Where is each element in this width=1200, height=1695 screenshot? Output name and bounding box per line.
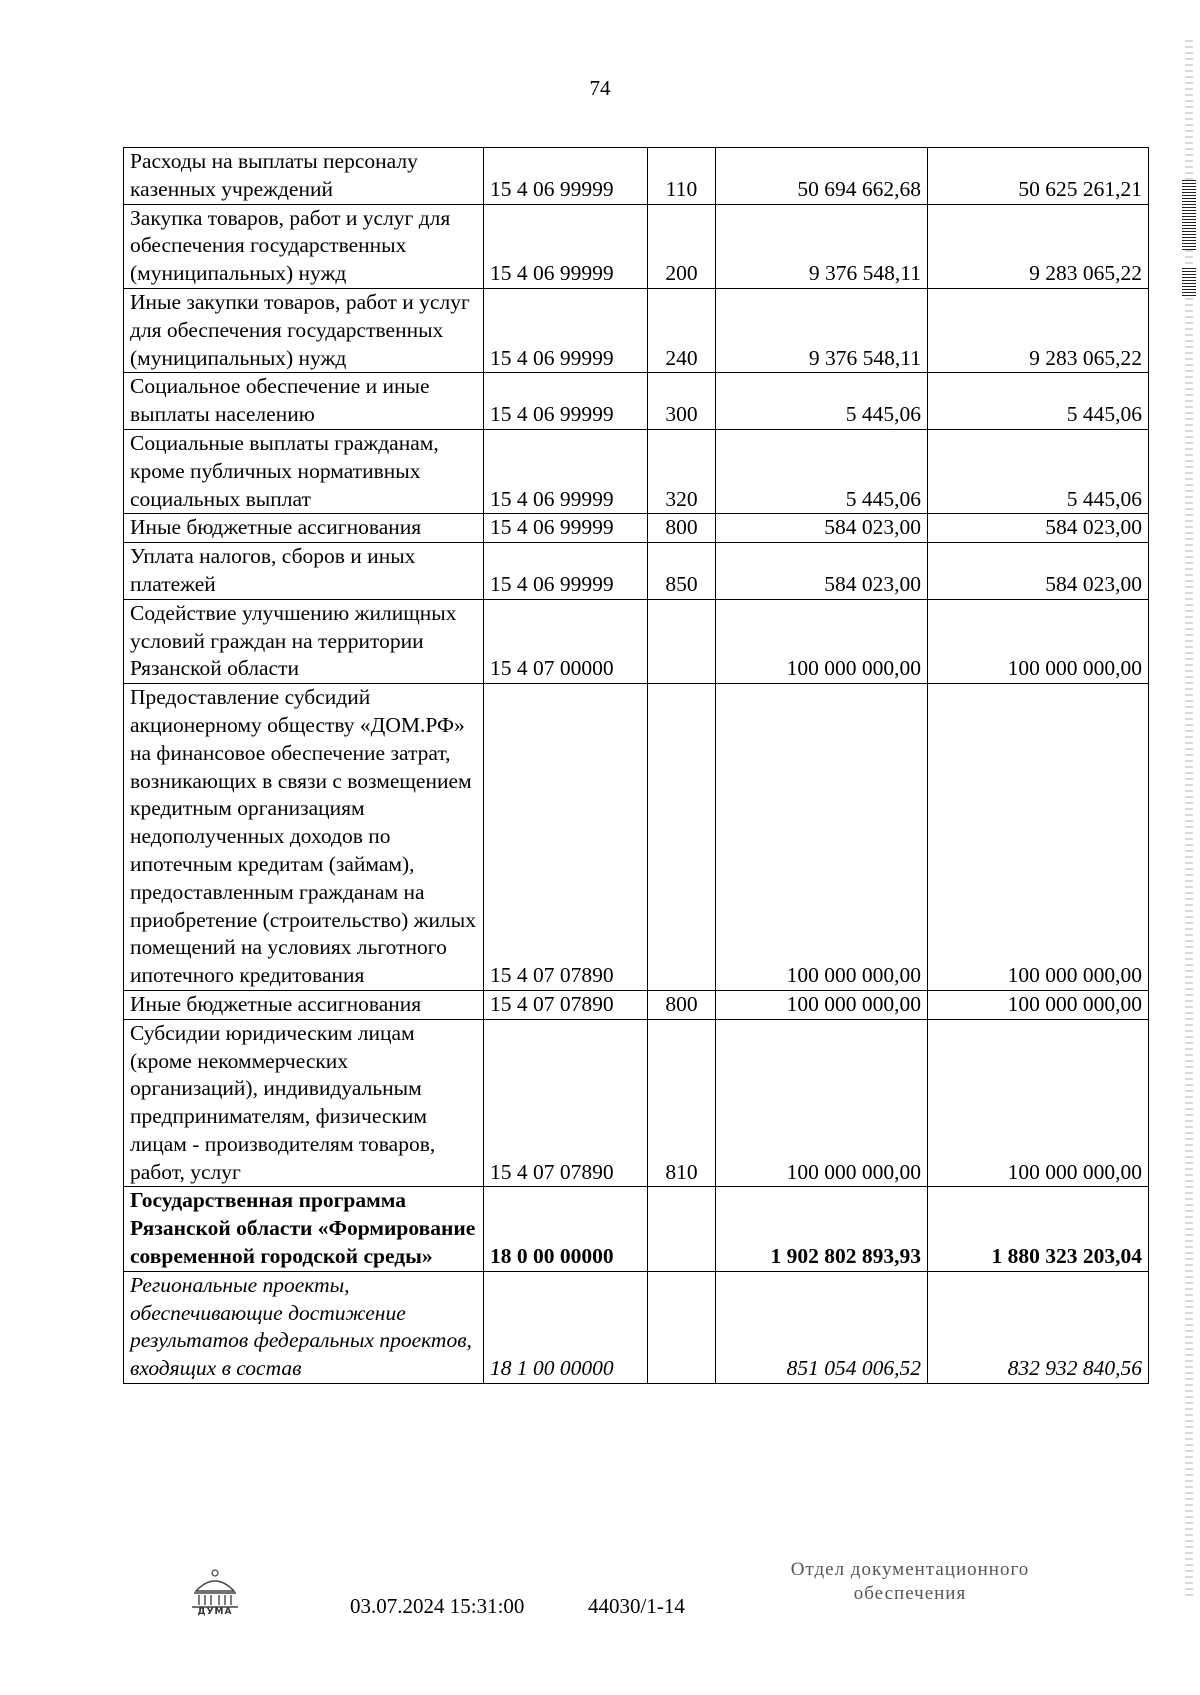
row-csr: 18 0 00 00000 (484, 1187, 648, 1271)
row-name: Расходы на выплаты персоналу казенных учреждений (124, 148, 484, 205)
row-csr: 15 4 07 07890 (484, 990, 648, 1019)
row-name: Иные закупки товаров, работ и услуг для обеспечения государственных (муниципальных) нужд (124, 288, 484, 372)
row-csr: 15 4 07 07890 (484, 1019, 648, 1187)
row-vr (648, 599, 716, 683)
row-vr: 320 (648, 429, 716, 513)
row-amount-1: 5 445,06 (716, 429, 928, 513)
row-csr: 15 4 06 99999 (484, 148, 648, 205)
row-amount-2: 100 000 000,00 (928, 990, 1149, 1019)
row-amount-1: 9 376 548,11 (716, 204, 928, 288)
row-csr: 15 4 06 99999 (484, 204, 648, 288)
row-csr: 15 4 06 99999 (484, 288, 648, 372)
row-name: Уплата налогов, сборов и иных платежей (124, 543, 484, 600)
logo-text: ДУМА (197, 1607, 233, 1617)
table-row-program (124, 1187, 1149, 1271)
budget-table (123, 147, 1149, 1384)
row-amount-1: 100 000 000,00 (716, 1019, 928, 1187)
row-csr: 15 4 06 99999 (484, 373, 648, 430)
table-row (124, 990, 1149, 1019)
row-vr: 240 (648, 288, 716, 372)
row-name: Социальные выплаты гражданам, кроме публичных нормативных социальных выплат (124, 429, 484, 513)
row-vr (648, 1271, 716, 1383)
row-amount-1: 100 000 000,00 (716, 684, 928, 991)
table-row (124, 514, 1149, 543)
row-name: Предоставление субсидий акционерному обществу «ДОМ.РФ» на финансовое обеспечение затрат, возникающих в связи с возмещением кредитным организациям недополученных доходов по ипотечным кредитам (займам), предоставленным гражданам на приобретение (строительство) жилых помещений на условиях льготного ипотечного кредитования (124, 684, 484, 991)
row-csr: 15 4 06 99999 (484, 543, 648, 600)
row-vr: 110 (648, 148, 716, 205)
row-amount-1: 1 902 802 893,93 (716, 1187, 928, 1271)
footer-timestamp: 03.07.2024 15:31:00 (350, 1594, 525, 1618)
duma-building-icon (186, 1567, 244, 1609)
row-csr: 15 4 07 07890 (484, 684, 648, 991)
row-vr (648, 684, 716, 991)
row-vr: 300 (648, 373, 716, 430)
row-name: Социальное обеспечение и иные выплаты населению (124, 373, 484, 430)
scan-barcode-mark (1182, 268, 1196, 296)
row-amount-2: 584 023,00 (928, 514, 1149, 543)
row-csr: 15 4 07 00000 (484, 599, 648, 683)
row-amount-2: 5 445,06 (928, 429, 1149, 513)
row-amount-1: 584 023,00 (716, 543, 928, 600)
table-row (124, 148, 1149, 205)
table-row (124, 288, 1149, 372)
row-amount-2: 584 023,00 (928, 543, 1149, 600)
row-name: Государственная программа Рязанской области «Формирование современной городской среды» (124, 1187, 484, 1271)
duma-logo (186, 1567, 244, 1627)
row-amount-2: 832 932 840,56 (928, 1271, 1149, 1383)
row-name: Субсидии юридическим лицам (кроме некоммерческих организаций), индивидуальным предпринимателям, физическим лицам - производителям товаров, работ, услуг (124, 1019, 484, 1187)
row-amount-2: 100 000 000,00 (928, 1019, 1149, 1187)
table-row (124, 373, 1149, 430)
row-csr: 15 4 06 99999 (484, 429, 648, 513)
row-amount-1: 100 000 000,00 (716, 990, 928, 1019)
table-row (124, 204, 1149, 288)
footer-doc-number: 44030/1-14 (588, 1594, 685, 1618)
row-amount-1: 50 694 662,68 (716, 148, 928, 205)
row-amount-2: 50 625 261,21 (928, 148, 1149, 205)
row-amount-2: 100 000 000,00 (928, 684, 1149, 991)
row-vr: 200 (648, 204, 716, 288)
table-row (124, 429, 1149, 513)
row-name: Содействие улучшению жилищных условий граждан на территории Рязанской области (124, 599, 484, 683)
row-csr: 15 4 06 99999 (484, 514, 648, 543)
row-amount-1: 9 376 548,11 (716, 288, 928, 372)
row-amount-2: 9 283 065,22 (928, 288, 1149, 372)
row-vr: 800 (648, 990, 716, 1019)
row-vr: 810 (648, 1019, 716, 1187)
row-name: Иные бюджетные ассигнования (124, 514, 484, 543)
row-name: Закупка товаров, работ и услуг для обеспечения государственных (муниципальных) нужд (124, 204, 484, 288)
row-vr: 850 (648, 543, 716, 600)
row-amount-2: 5 445,06 (928, 373, 1149, 430)
row-amount-1: 584 023,00 (716, 514, 928, 543)
row-vr: 800 (648, 514, 716, 543)
row-amount-2: 100 000 000,00 (928, 599, 1149, 683)
row-name: Иные бюджетные ассигнования (124, 990, 484, 1019)
row-amount-2: 9 283 065,22 (928, 204, 1149, 288)
row-name: Региональные проекты, обеспечивающие достижение результатов федеральных проектов, входящих в состав (124, 1271, 484, 1383)
row-amount-1: 100 000 000,00 (716, 599, 928, 683)
page-number: 74 (589, 76, 611, 100)
row-amount-1: 851 054 006,52 (716, 1271, 928, 1383)
table-row-subprogram (124, 1271, 1149, 1383)
table-row (124, 684, 1149, 991)
row-csr: 18 1 00 00000 (484, 1271, 648, 1383)
scan-barcode-mark (1182, 180, 1196, 250)
department-stamp: Отдел документационного обеспечения (790, 1559, 1030, 1604)
row-amount-1: 5 445,06 (716, 373, 928, 430)
row-vr (648, 1187, 716, 1271)
row-amount-2: 1 880 323 203,04 (928, 1187, 1149, 1271)
table-row (124, 599, 1149, 683)
table-row (124, 543, 1149, 600)
table-row (124, 1019, 1149, 1187)
